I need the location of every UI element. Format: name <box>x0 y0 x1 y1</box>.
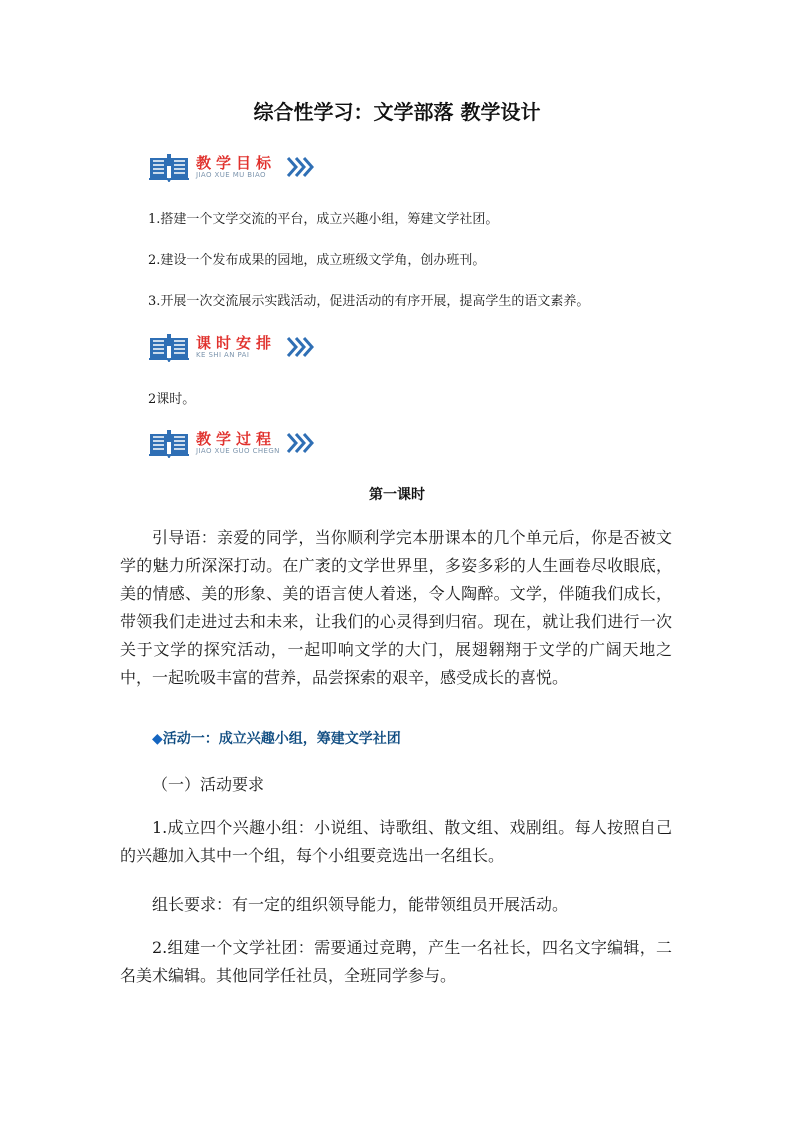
objective-item: 1.搭建一个文学交流的平台，成立兴趣小组，筹建文学社团。 <box>148 212 499 227</box>
triple-chevron-icon <box>286 335 314 359</box>
document-title: 综合性学习：文学部落 教学设计 <box>253 100 541 124</box>
schedule-text: 2课时。 <box>148 392 196 407</box>
leader-requirement: 组长要求：有一定的组织领导能力，能带领组员开展活动。 <box>152 895 569 914</box>
triple-chevron-icon <box>286 431 314 455</box>
section-pinyin: KE SHI AN PAI <box>196 351 250 359</box>
diamond-icon: ◆ <box>152 731 163 747</box>
open-book-icon <box>148 152 190 182</box>
objective-item: 2.建设一个发布成果的园地，成立班级文学角，创办班刊。 <box>148 253 486 268</box>
activity-title: 活动一：成立兴趣小组，筹建文学社团 <box>162 731 401 747</box>
activity-heading <box>152 728 401 748</box>
open-book-icon <box>148 428 190 458</box>
section-header-objectives <box>148 152 348 186</box>
requirement-heading: （一）活动要求 <box>152 775 265 794</box>
section-header-schedule <box>148 332 348 366</box>
triple-chevron-icon <box>286 155 314 179</box>
lesson-title: 第一课时 <box>369 487 425 503</box>
section-pinyin: JIAO XUE MU BIAO <box>196 171 266 179</box>
requirement-item: 1.成立四个兴趣小组：小说组、诗歌组、散文组、戏剧组。每人按照自己的兴趣加入其中一个组，每个小组要竞选出一名组长。 <box>120 818 672 865</box>
objective-item: 3.开展一次交流展示实践活动，促进活动的有序开展，提高学生的语文素养。 <box>148 294 590 309</box>
requirement-item: 2.组建一个文学社团：需要通过竞聘，产生一名社长，四名文字编辑，二名美术编辑。其他同学任社员，全班同学参与。 <box>120 938 672 985</box>
section-heading: 教学过程 <box>196 430 277 448</box>
section-heading: 课时安排 <box>196 334 277 352</box>
section-heading: 教学目标 <box>196 154 277 172</box>
section-pinyin: JIAO XUE GUO CHEGN <box>196 447 280 455</box>
open-book-icon <box>148 332 190 362</box>
section-header-process <box>148 428 348 462</box>
intro-paragraph: 引导语：亲爱的同学，当你顺利学完本册课本的几个单元后，你是否被文学的魅力所深深打动。在广袤的文学世界里，多姿多彩的人生画卷尽收眼底，美的情感、美的形象、美的语言使人着迷，令人陶醉。文学，伴随我们成长，带领我们走进过去和未来，让我们的心灵得到归宿。现在，就让我们进行一次关于文学的探究活动，一起叩响文学的大门，展翅翱翔于文学的广阔天地之中，一起吮吸丰富的营养，品尝探索的艰辛，感受成长的喜悦。 <box>120 528 672 687</box>
